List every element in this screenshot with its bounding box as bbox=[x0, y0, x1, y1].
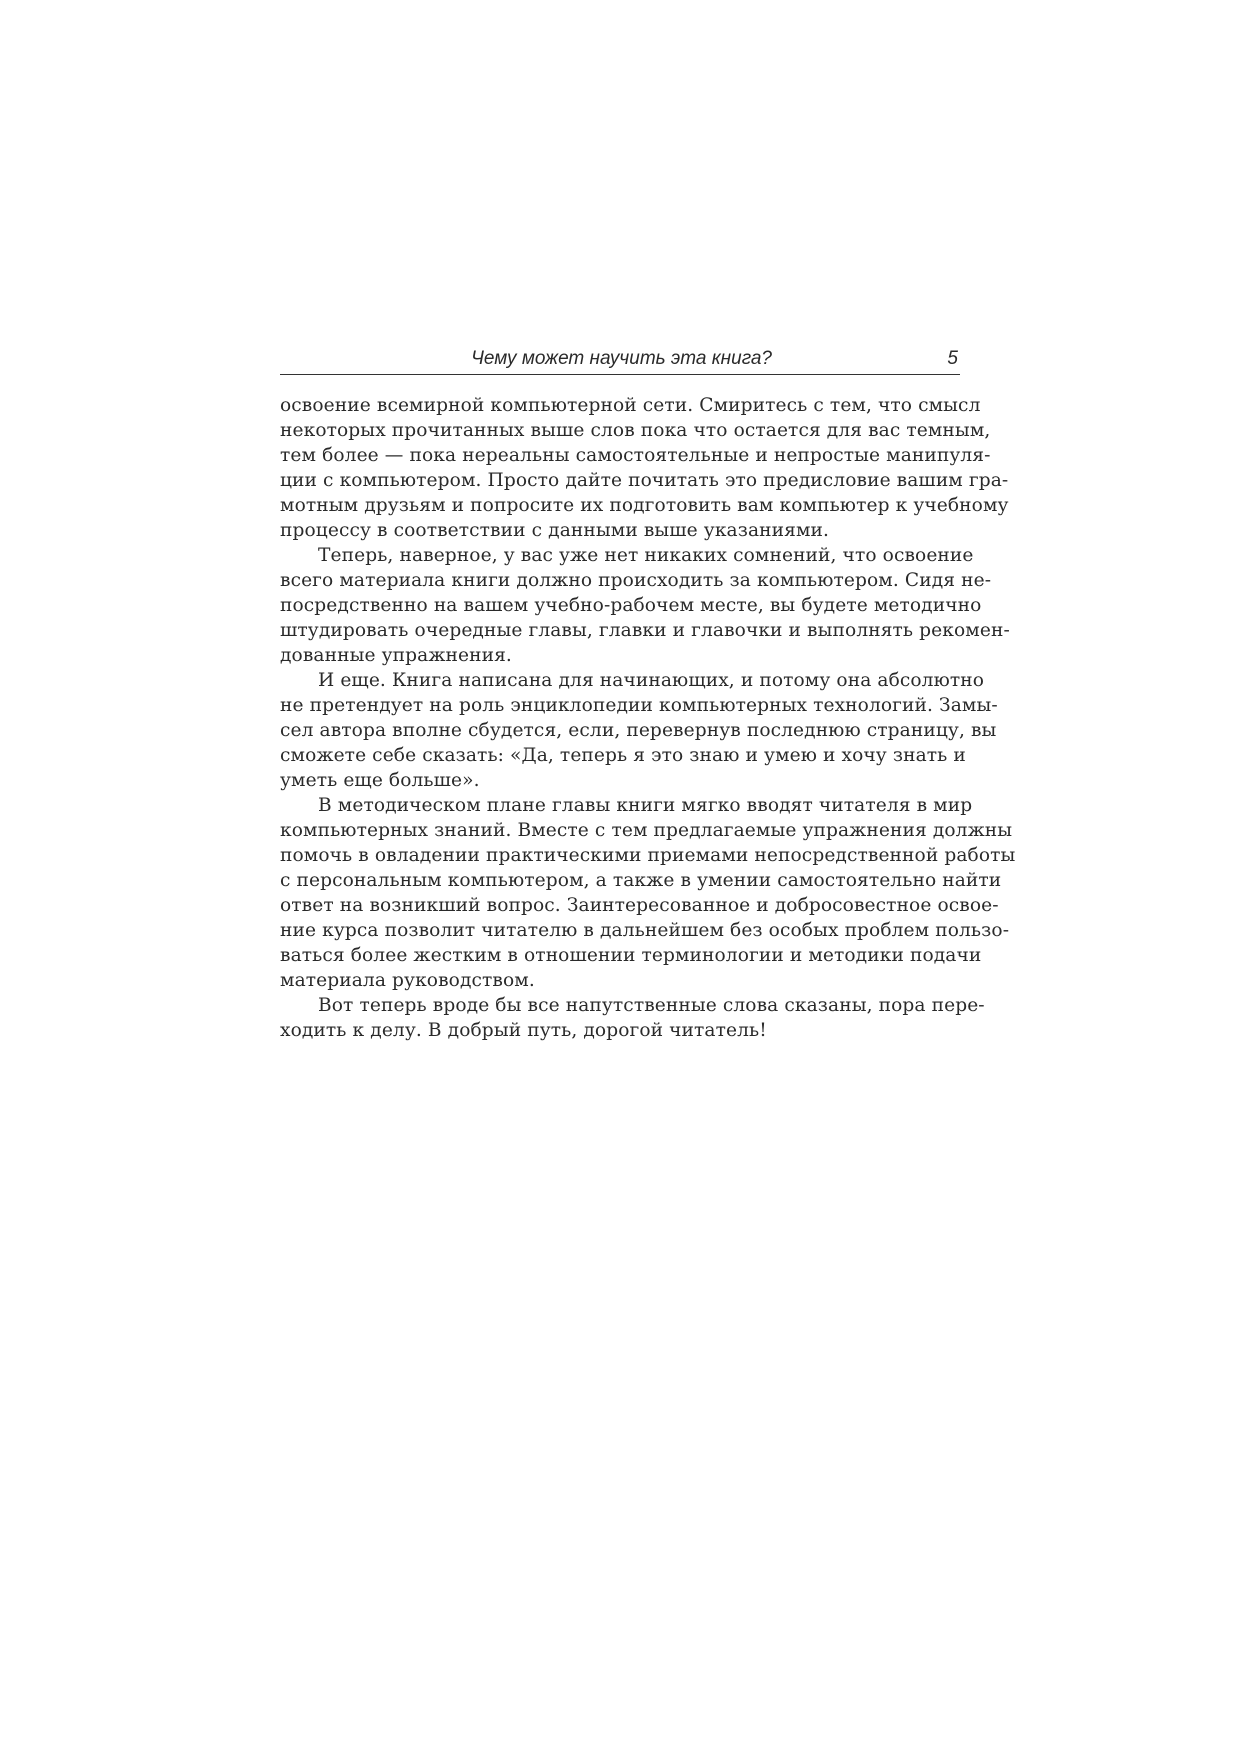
body-text bbox=[280, 393, 1016, 1043]
text-line: мотным друзьям и попросите их подготовить вам компьютер к учебному bbox=[280, 495, 1009, 516]
text-line: некоторых прочитанных выше слов пока что остается для вас темным, bbox=[280, 420, 991, 441]
chapter-title: Чему может научить эта книга? bbox=[471, 348, 772, 369]
paragraph bbox=[280, 668, 998, 793]
text-line: сел автора вполне сбудется, если, перевернув последнюю страницу, вы bbox=[280, 720, 997, 741]
paragraph bbox=[280, 793, 1016, 993]
text-line: процессу в соответствии с данными выше указаниями. bbox=[280, 520, 830, 541]
text-line: дованные упражнения. bbox=[280, 645, 512, 666]
text-line: ваться более жестким в отношении терминологии и методики подачи bbox=[280, 945, 982, 966]
text-line: уметь еще больше». bbox=[280, 770, 480, 791]
text-line: В методическом плане главы книги мягко вводят читателя в мир bbox=[318, 795, 973, 816]
text-line: помочь в овладении практическими приемами непосредственной работы bbox=[280, 845, 1016, 866]
text-line: ции с компьютером. Просто дайте почитать это предисловие вашим гра- bbox=[280, 470, 1009, 491]
text-line: сможете себе сказать: «Да, теперь я это знаю и умею и хочу знать и bbox=[280, 745, 966, 766]
running-header bbox=[280, 348, 960, 375]
text-line: посредственно на вашем учебно-рабочем месте, вы будете методично bbox=[280, 595, 982, 616]
page-number: 5 bbox=[947, 348, 958, 369]
text-line: И еще. Книга написана для начинающих, и потому она абсолютно bbox=[318, 670, 985, 691]
text-line: компьютерных знаний. Вместе с тем предлагаемые упражнения должны bbox=[280, 820, 1013, 841]
text-line: освоение всемирной компьютерной сети. Смиритесь с тем, что смысл bbox=[280, 395, 981, 416]
text-line: Вот теперь вроде бы все напутственные слова сказаны, пора пере- bbox=[318, 995, 985, 1016]
text-line: ответ на возникший вопрос. Заинтересованное и добросовестное освое- bbox=[280, 895, 999, 916]
text-line: материала руководством. bbox=[280, 970, 535, 991]
text-line: всего материала книги должно происходить за компьютером. Сидя не- bbox=[280, 570, 992, 591]
paragraph bbox=[280, 393, 1009, 543]
text-line: штудировать очередные главы, главки и главочки и выполнять рекомен- bbox=[280, 620, 1010, 641]
text-line: тем более — пока нереальны самостоятельные и непростые манипуля- bbox=[280, 445, 991, 466]
text-line: с персональным компьютером, а также в умении самостоятельно найти bbox=[280, 870, 1002, 891]
text-line: ние курса позволит читателю в дальнейшем без особых проблем пользо- bbox=[280, 920, 1010, 941]
text-line: ходить к делу. В добрый путь, дорогой читатель! bbox=[280, 1020, 767, 1041]
book-page bbox=[280, 348, 1016, 1043]
paragraph bbox=[280, 543, 1010, 668]
text-line: не претендует на роль энциклопедии компьютерных технологий. Замы- bbox=[280, 695, 998, 716]
paragraph bbox=[280, 993, 985, 1043]
text-line: Теперь, наверное, у вас уже нет никаких сомнений, что освоение bbox=[318, 545, 974, 566]
